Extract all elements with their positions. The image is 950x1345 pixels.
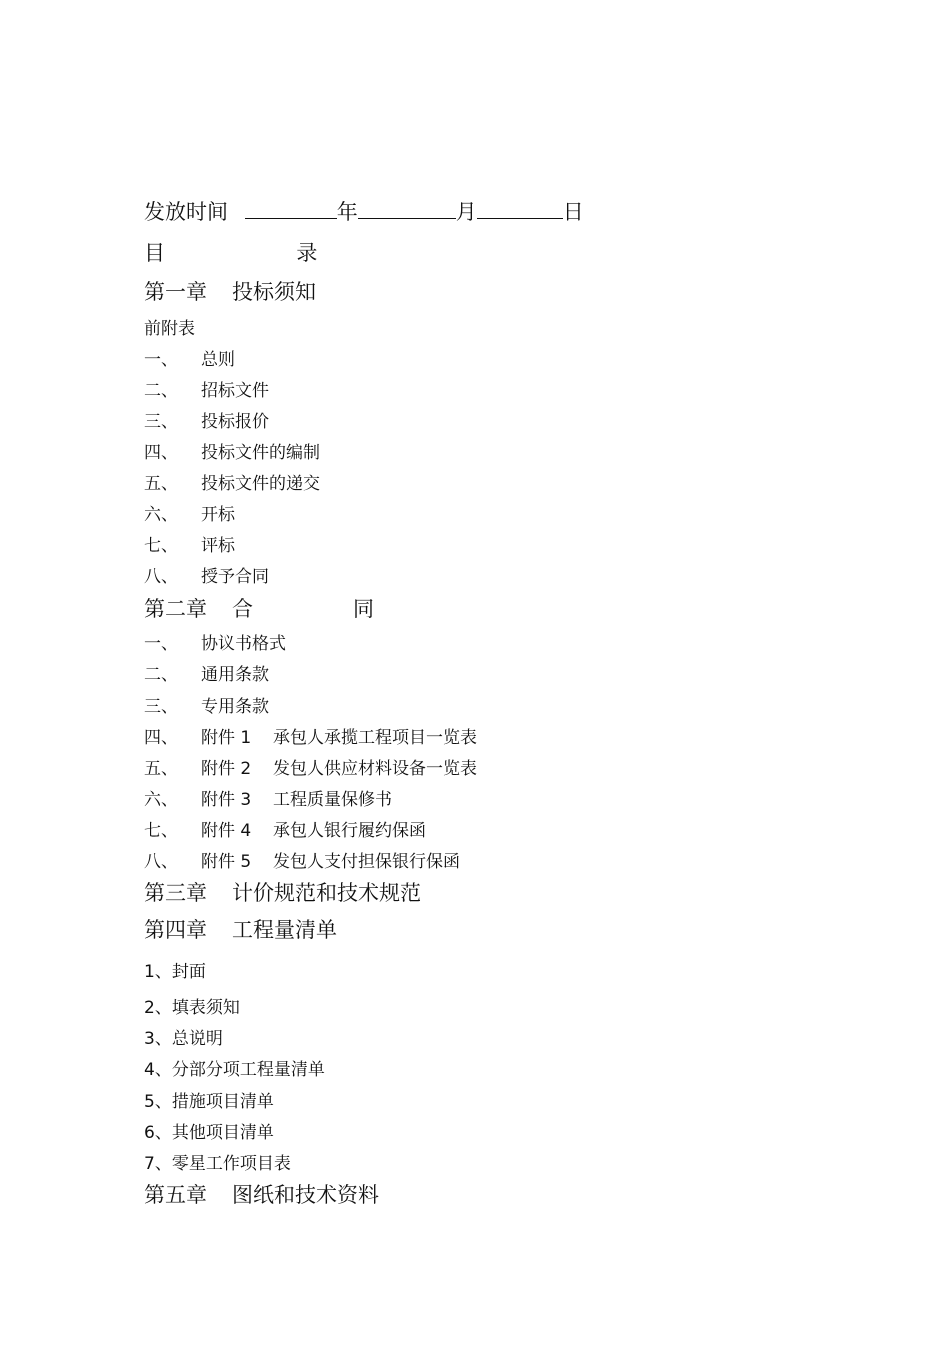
- list-item: 5、措施项目清单: [144, 1092, 274, 1112]
- chapter-label: 第五章: [144, 1183, 207, 1207]
- chapter-label: 第四章: [144, 918, 207, 942]
- issue-date-label: 发放时间: [144, 200, 228, 224]
- item-number: 七、: [144, 821, 178, 841]
- item-text: 开标: [201, 505, 235, 525]
- list-item: [144, 531, 235, 556]
- item-number: 七、: [144, 536, 178, 556]
- item-number: 四、: [144, 728, 178, 748]
- item-text: 通用条款: [201, 665, 269, 685]
- list-item: [144, 562, 269, 587]
- chapter-title: 工程量清单: [232, 918, 337, 942]
- item-number: 八、: [144, 567, 178, 587]
- item-number: 一、: [144, 634, 178, 654]
- issue-date-line: [144, 196, 584, 226]
- item-number: 三、: [144, 697, 178, 717]
- list-item: 6、其他项目清单: [144, 1123, 274, 1143]
- day-label: 日: [562, 200, 584, 224]
- item-text: 评标: [201, 536, 235, 556]
- list-item: [144, 407, 269, 432]
- chapter-4-heading: [144, 914, 337, 944]
- chapter-2-heading: [144, 593, 374, 623]
- attachment-label: 附件 2: [201, 759, 252, 779]
- item-text: 专用条款: [201, 697, 269, 717]
- attachment-item: [144, 847, 460, 872]
- item-text: 发包人供应材料设备一览表: [273, 759, 477, 779]
- attachment-item: [144, 816, 426, 841]
- chapter-title: 投标须知: [232, 280, 316, 304]
- item-text: 投标报价: [201, 412, 269, 432]
- item-text: 承包人银行履约保函: [273, 821, 426, 841]
- list-item: [144, 629, 286, 654]
- chapter-label: 第三章: [144, 881, 207, 905]
- item-number: 二、: [144, 665, 178, 685]
- list-item: 3、总说明: [144, 1029, 223, 1049]
- item-text: 发包人支付担保银行保函: [273, 852, 460, 872]
- month-label: 月: [455, 200, 477, 224]
- item-number: 五、: [144, 759, 178, 779]
- day-blank: [477, 200, 563, 219]
- toc-title: [144, 237, 317, 267]
- chapter-title: 计价规范和技术规范: [232, 881, 421, 905]
- list-item: [144, 469, 320, 494]
- item-number: 一、: [144, 350, 178, 370]
- item-number: 二、: [144, 381, 178, 401]
- month-blank: [358, 200, 456, 219]
- item-number: 六、: [144, 505, 178, 525]
- chapter-title-part-1: 合: [232, 597, 253, 621]
- item-text: 协议书格式: [201, 634, 286, 654]
- year-blank: [245, 200, 337, 219]
- attachment-item: [144, 723, 477, 748]
- item-number: 六、: [144, 790, 178, 810]
- list-item: 2、填表须知: [144, 998, 240, 1018]
- year-label: 年: [336, 200, 358, 224]
- list-item: [144, 692, 269, 717]
- item-text: 投标文件的编制: [201, 443, 320, 463]
- chapter-5-heading: [144, 1179, 379, 1209]
- item-text: 承包人承揽工程项目一览表: [273, 728, 477, 748]
- front-table-item: 前附表: [144, 319, 195, 339]
- chapter-label: 第二章: [144, 597, 207, 621]
- item-number: 四、: [144, 443, 178, 463]
- chapter-3-heading: [144, 877, 421, 907]
- chapter-label: 第一章: [144, 280, 207, 304]
- list-item: 4、分部分项工程量清单: [144, 1060, 325, 1080]
- item-text: 招标文件: [201, 381, 269, 401]
- list-item: 1、封面: [144, 962, 206, 982]
- item-number: 八、: [144, 852, 178, 872]
- list-item: [144, 500, 235, 525]
- list-item: 7、零星工作项目表: [144, 1154, 291, 1174]
- item-text: 投标文件的递交: [201, 474, 320, 494]
- attachment-label: 附件 5: [201, 852, 252, 872]
- item-number: 三、: [144, 412, 178, 432]
- chapter-title: 图纸和技术资料: [232, 1183, 379, 1207]
- list-item: [144, 660, 269, 685]
- item-text: 总则: [201, 350, 235, 370]
- toc-title-right: 录: [296, 241, 318, 265]
- list-item: [144, 345, 235, 370]
- attachment-label: 附件 4: [201, 821, 252, 841]
- toc-title-left: 目: [144, 241, 165, 265]
- list-item: [144, 438, 320, 463]
- item-text: 工程质量保修书: [273, 790, 392, 810]
- attachment-item: [144, 754, 477, 779]
- item-number: 五、: [144, 474, 178, 494]
- chapter-title-part-2: 同: [353, 597, 374, 621]
- item-text: 授予合同: [201, 567, 269, 587]
- attachment-item: [144, 785, 392, 810]
- attachment-label: 附件 1: [201, 728, 252, 748]
- attachment-label: 附件 3: [201, 790, 252, 810]
- list-item: [144, 376, 269, 401]
- chapter-1-heading: [144, 276, 316, 306]
